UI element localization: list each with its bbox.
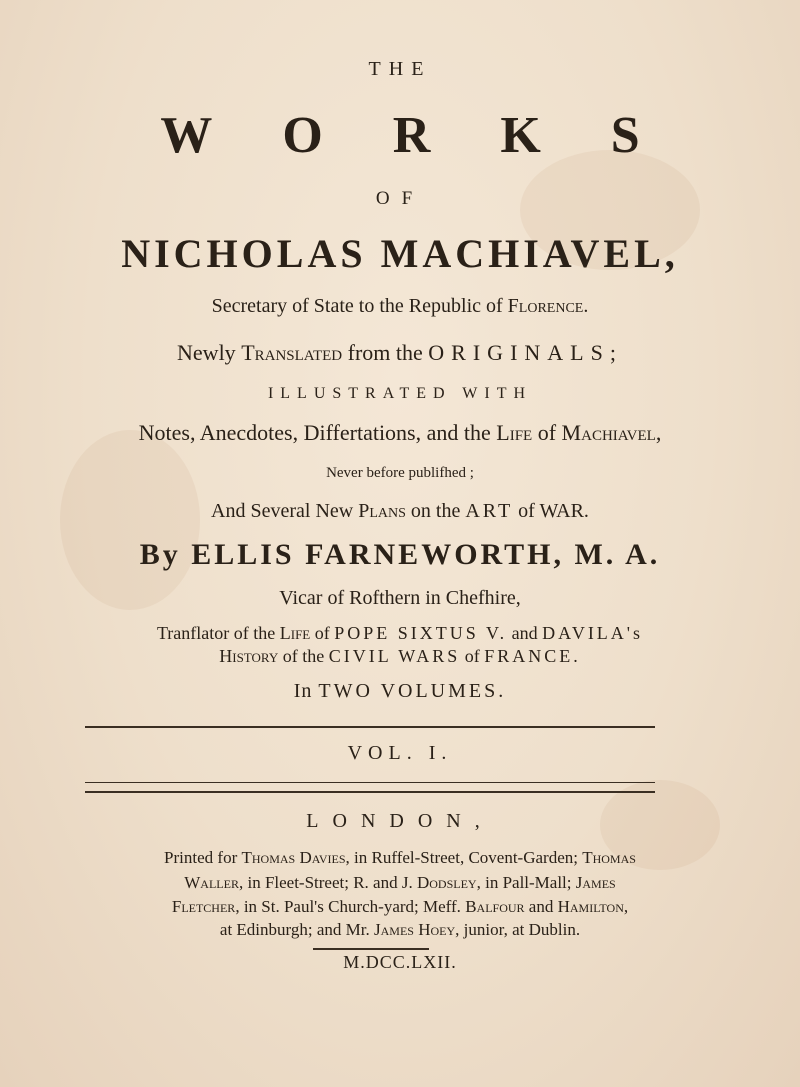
notes-life: Life xyxy=(496,420,533,445)
notes-machiavel: Machiavel, xyxy=(561,420,662,445)
notes-text: Notes, Anecdotes, Differtations, and the xyxy=(138,420,497,445)
printed3-mid: , in St. Paul's Church-yard; Meff. xyxy=(235,897,466,916)
plans-war: WAR. xyxy=(539,500,589,522)
title-the: THE xyxy=(368,58,432,80)
printed4-hoey: James Hoey xyxy=(374,920,456,939)
notes-line xyxy=(0,420,800,446)
trans1-mid: of xyxy=(310,623,335,643)
trans1-text: Tranflator of the xyxy=(156,623,280,643)
plans-of: of xyxy=(513,500,540,522)
trans1-and: and xyxy=(507,623,543,643)
printed4-post: , junior, at Dublin. xyxy=(455,920,581,939)
newly-translated: Translated xyxy=(241,340,343,365)
title-works: WORKS xyxy=(160,107,710,164)
volumes-line xyxy=(0,680,800,703)
printed3-balfour: Balfour xyxy=(465,897,525,916)
newly-originals: ORIGINALS; xyxy=(428,340,623,365)
trans2-history: History xyxy=(219,646,279,666)
notes-mid: of xyxy=(532,420,562,445)
imprint-line-1 xyxy=(0,848,800,868)
title-of: OF xyxy=(375,188,425,209)
trans2-mid: of the xyxy=(278,646,329,666)
trans2-france: FRANCE. xyxy=(484,646,581,666)
publication-date: M.DCC.LXII. xyxy=(343,952,457,972)
imprint-line-2 xyxy=(0,873,800,893)
trans1-life: Life xyxy=(279,623,311,643)
plans-line xyxy=(0,500,800,523)
printed3-hamilton: Hamilton, xyxy=(557,897,629,916)
trans1-pope: POPE SIXTUS V. xyxy=(334,623,508,643)
volumes-in: In xyxy=(293,680,319,702)
date-rule xyxy=(313,948,429,950)
secretary-place: Florence. xyxy=(507,295,589,317)
printed1-davies: Thomas Davies xyxy=(241,848,346,867)
plans-text: And Several New xyxy=(211,500,359,522)
imprint-line-3 xyxy=(0,897,800,917)
secretary-text: Secretary of State to the Republic of xyxy=(211,295,508,317)
printed3-fletcher: Fletcher xyxy=(171,897,236,916)
divider-rule xyxy=(85,791,655,793)
printed1-mid: , in Ruffel-Street, Covent-Garden; xyxy=(345,848,583,867)
divider-rule xyxy=(85,782,655,783)
translator-name: By ELLIS FARNEWORTH, M. A. xyxy=(139,538,661,571)
translation-line xyxy=(0,340,800,366)
printed2-dodsley: Dodsley xyxy=(416,873,477,892)
plans-art: ART xyxy=(465,500,514,522)
translator-works-line-1 xyxy=(0,623,800,644)
author-name: NICHOLAS MACHIAVEL, xyxy=(121,231,679,276)
printed1-thomas: Thomas xyxy=(582,848,636,867)
printed2-mid: , in Fleet-Street; R. and J. xyxy=(238,873,417,892)
printed2-mid2: , in Pall-Mall; xyxy=(476,873,576,892)
never-line: Never before publifhed ; xyxy=(326,465,474,481)
trans2-of: of xyxy=(460,646,485,666)
vicar-line: Vicar of Rofthern in Chefhire, xyxy=(279,587,521,609)
newly-mid: from the xyxy=(342,340,429,365)
trans2-civil: CIVIL WARS xyxy=(328,646,461,666)
volume-number: VOL. I. xyxy=(347,742,453,764)
trans1-davila: DAVILA's xyxy=(542,623,644,643)
plans-word: Plans xyxy=(358,500,406,522)
volumes-count: TWO VOLUMES. xyxy=(318,680,507,702)
printed4-text: at Edinburgh; and Mr. xyxy=(219,920,374,939)
printed2-waller: Waller xyxy=(184,873,239,892)
divider-rule xyxy=(85,726,655,728)
printed2-james: James xyxy=(575,873,616,892)
printed1-text: Printed for xyxy=(164,848,242,867)
illustrated-line: ILLUSTRATED WITH xyxy=(267,385,533,402)
secretary-line xyxy=(0,295,800,318)
translator-works-line-2 xyxy=(0,646,800,667)
printed3-and: and xyxy=(524,897,558,916)
plans-mid: on the xyxy=(405,500,466,522)
newly-text: Newly xyxy=(177,340,242,365)
imprint-line-4 xyxy=(0,920,800,940)
imprint-city: LONDON, xyxy=(306,810,494,832)
